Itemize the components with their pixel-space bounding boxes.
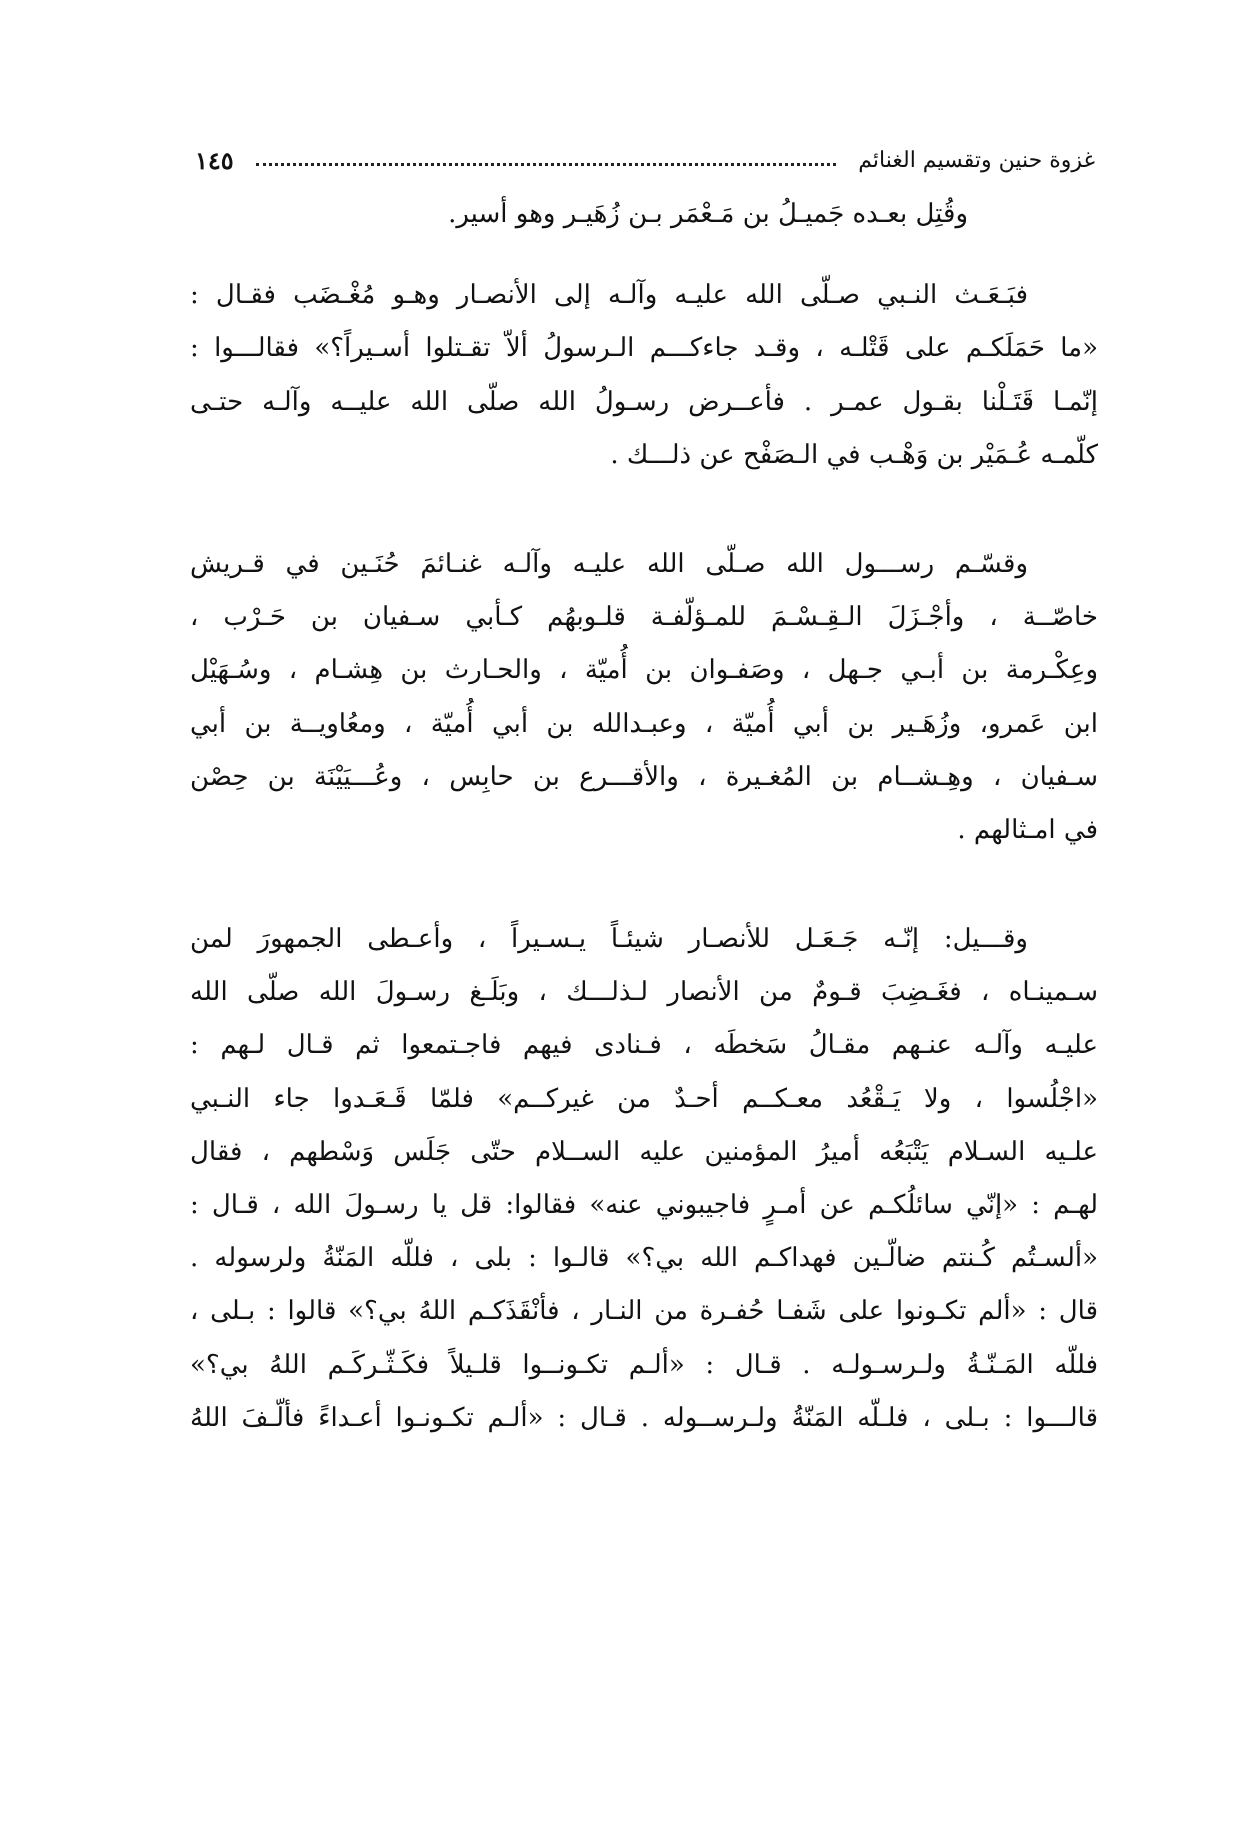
paragraph-spacer [190,482,1098,538]
text-line: «اجْلُسوا ، ولا يَـقْعُد معـكــم أحـدٌ من غيركــم» فلمّا قَـعَـدوا جاء النـبي [190,1083,1098,1114]
text-line: إنّمـا قَتَـلْنا بقـول عمـر . فأعــرض رسـولُ الله صلّى الله عليــه وآلـه حتـى [190,386,1098,417]
paragraph-spacer [190,241,1098,269]
text-line: قال : «ألم تكـونوا على شَفـا حُفـرة من النـار ، فأنْقَذَكـم اللهُ بي؟» قالوا : بـلى ، [190,1296,1098,1327]
text-line: «ألسـتُم كُـنتم ضالّـين فهداكـم الله بي؟» قالـوا : بلى ، فللّه المَنّةُ ولرسوله . [190,1243,1098,1274]
text-line: خاصّــة ، وأجْـزَلَ الـقِـسْـمَ للمـؤلّفـة قلـوبهُم كـأبي سـفيان بن حَـرْب ، [190,602,1098,633]
running-title: غزوة حنين وتقسيم الغنائم [858,147,1095,173]
text-line: وقـــيل: إنّـه جَـعَـل للأنصـار شيئـاً يـسـيراً ، وأعـطى الجمهورَ لمن [190,924,1028,955]
text-line: عليـه وآلـه عنـهم مقـالُ سَخطَه ، فـنادى فيهم فاجـتمعوا ثم قـال لـهم : [190,1030,1098,1061]
text-line: كلّمـه عُـمَيْر بن وَهْـب في الـصَفْح عن ذلـــك . [610,439,1098,470]
text-line: في امـثالهم . [957,814,1098,845]
text-line: علـيه السـلام يَتْبَعُه أميرُ المؤمنين عليه الســلام حتّى جَلَس وَسْطهم ، فقال [190,1136,1098,1167]
text-line: وقُتِل بعـده جَميـلُ بن مَـعْمَر بـن زُهَيـر وهو أسير. [448,199,968,229]
text-line: «ما حَمَلَكـم على قَتْلـه ، وقـد جاءكـــم الـرسولُ ألاّ تقـتلوا أسـيراً؟» فقالـــوا : [190,333,1098,364]
paragraph-spacer [190,857,1098,913]
text-line: ابن عَمرو، وزُهَـير بن أبي أُميّة ، وعبـدالله بن أبي أُميّة ، ومعُاويــة بن أبي [190,708,1098,739]
text-line: لهـم : «إنّي سائلُكـم عن أمـرٍ فاجيبوني عنه» فقالوا: قل يا رسـولَ الله ، قـال : [190,1190,1098,1220]
dot-leader [256,163,837,166]
paragraph-3 [190,538,1098,857]
body-text [190,188,1098,1445]
text-line: وعِكْـرمة بن أبـي جـهل ، وصَفـوان بن أُميّة ، والحـارث بن هِشـام ، وسُـهَيْل [190,655,1098,686]
text-line: فبَـعَـث النـبي صـلّى الله عليـه وآلـه إلى الأنصـار وهـو مُغْـضَب فقـال : [190,280,1028,311]
text-line: سـمينـاه ، فغَـضِبَ قـومٌ من الأنصار لـذلـــك ، وبَلَـغ رسـولَ الله صلّى الله [190,977,1098,1008]
page-number: ١٤٥ [195,145,234,175]
text-line: سـفيان ، وهِـشــام بن المُغـيرة ، والأقـــرع بن حابِس ، وعُـــيَيْنَة بن حِصْن [190,761,1098,792]
paragraph-4 [190,913,1098,1445]
text-line: قالـــوا : بـلى ، فلـلّه المَنّةُ ولـرســوله . قـال : «ألـم تكـونـوا أعـداءً فألّـفَ اللهُ [190,1402,1098,1433]
text-line: وقسّـم رســـول الله صـلّى الله عليـه وآلـه غنـائمَ حُنَـين في قـريش [190,548,1028,579]
paragraph-2 [190,269,1098,482]
running-header [195,140,1095,180]
text-line: فللّه المَـنّـةُ ولـرسـولـه . قـال : «ألـم تكـونــوا قلـيلاً فكَـثّـركَـم اللهُ بي؟» [190,1349,1098,1380]
paragraph-1 [190,188,1098,241]
